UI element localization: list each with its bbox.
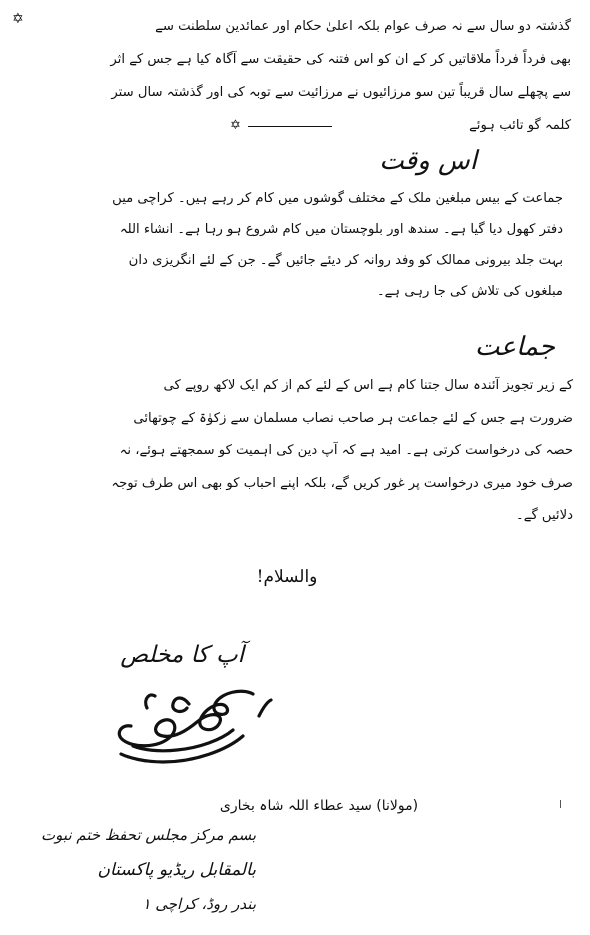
paragraph-one-line: کلمہ گو تائب ہوئے — [469, 118, 571, 133]
paragraph-one-line: گذشتہ دو سال سے نہ صرف عوام بلکہ اعلیٰ حکام اور عمائدین سلطنت سے — [155, 19, 571, 34]
paragraph-one-line: بھی فرداً فرداً ملاقاتیں کر کے ان کو اس فتنہ کی حقیقت سے آگاہ کیا ہے جس کے اثر — [110, 52, 571, 67]
paragraph-three — [25, 370, 573, 533]
bullet-mark-icon: ✡ — [12, 11, 24, 27]
star-icon: ✡ — [230, 118, 241, 133]
paragraph-three-line: حصہ کی درخواست کرتی ہے۔ امید ہے کہ آپ دین کی اہمیت کو سمجھتے ہوئے، نہ — [119, 443, 573, 458]
address-line: بندر روڈ، کراچی ١ — [142, 895, 256, 913]
paragraph-one-line: سے پچھلے سال قریباً تین سو مرزائیوں نے مرزائیت سے توبہ کی اور گذشتہ سال ستر — [111, 85, 571, 100]
paragraph-two-line: مبلغوں کی تلاش کی جا رہی ہے۔ — [376, 284, 563, 299]
paragraph-three-line: دلائیں گے۔ — [515, 508, 573, 523]
heading-now: اس وقت — [379, 146, 477, 176]
section-divider-line — [248, 126, 332, 127]
closing-salutation: والسلام! — [256, 567, 318, 587]
margin-mark — [560, 800, 567, 808]
paragraph-two-line: دفتر کھول دیا گیا ہے۔ سندھ اور بلوچستان میں کام شروع ہو رہا ہے۔ انشاء اللہ — [119, 222, 563, 237]
paragraph-three-line: صرف خود میری درخواست پر غور کریں گے، بلکہ اپنے احباب کو بھی اس طرف توجہ — [111, 475, 573, 491]
paragraph-two-line: بہت جلد بیرونی ممالک کو وفد روانہ کر دیئے جائیں گے۔ جن کے لئے انگریزی دان — [128, 253, 563, 268]
paragraph-one — [26, 10, 571, 142]
paragraph-two — [20, 183, 563, 307]
author-name: (مولانا) سید عطاء اللہ شاہ بخاری — [219, 798, 419, 814]
handwritten-signature — [103, 678, 279, 766]
paragraph-two-line: جماعت کے بیس مبلغین ملک کے مختلف گوشوں میں کام کر رہے ہیں۔ کراچی میں — [112, 191, 563, 206]
address-line: بسم مرکز مجلس تحفظ ختم نبوت — [41, 826, 256, 844]
address-line: بالمقابل ریڈیو پاکستان — [97, 860, 256, 880]
heading-jamaat: جماعت — [474, 332, 555, 362]
paragraph-three-line: کے زیر تجویز آئندہ سال جتنا کام ہے اس کے لئے کم از کم ایک لاکھ روپے کی — [163, 378, 573, 393]
regards-line: آپ کا مخلص — [120, 642, 244, 668]
signature-drawing — [103, 678, 279, 766]
paragraph-three-line: ضرورت ہے جس کے لئے جماعت ہر صاحب نصاب مسلمان سے زکوٰۃ کے چوتھائی — [133, 410, 573, 426]
